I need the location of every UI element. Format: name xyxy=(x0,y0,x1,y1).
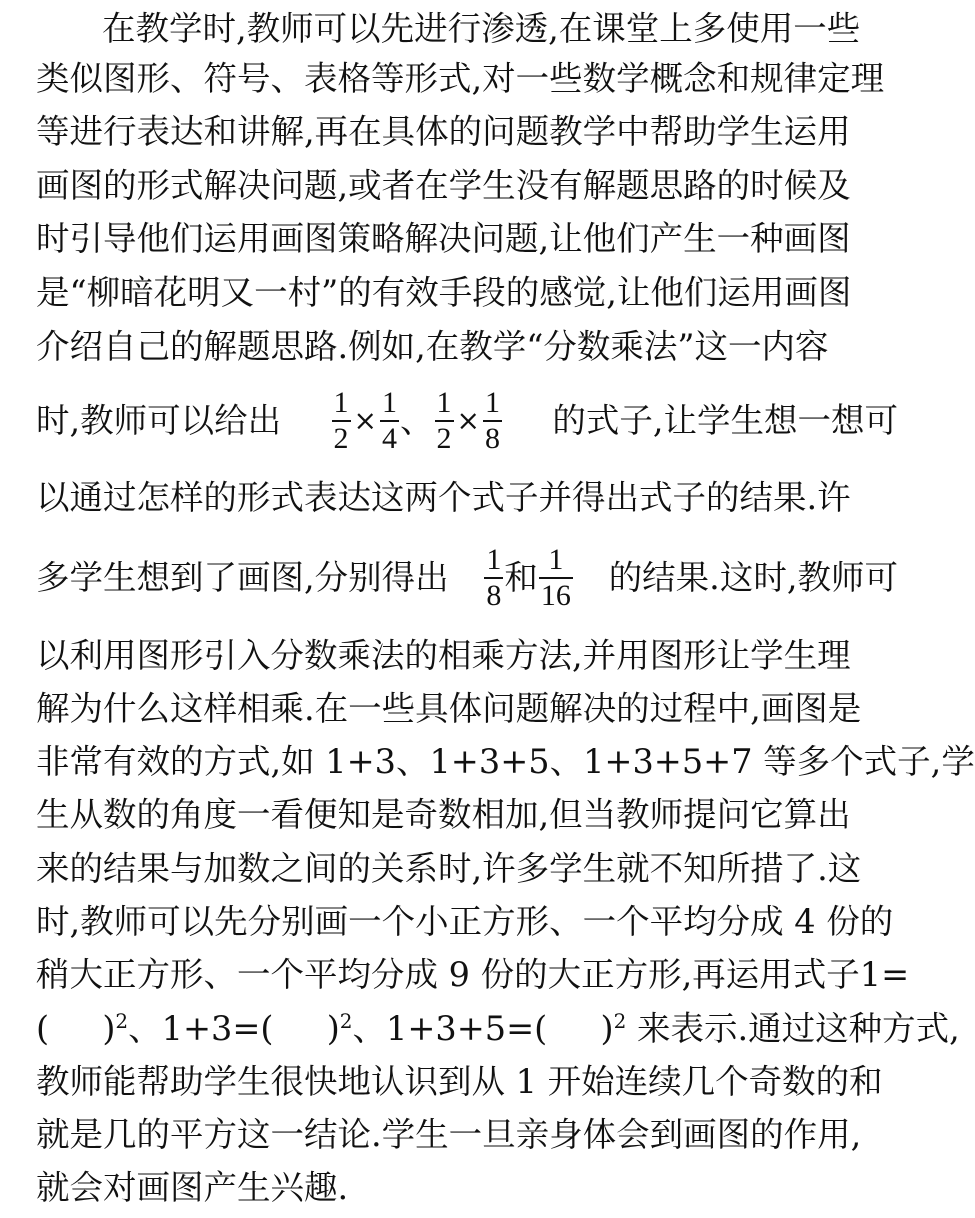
fraction-1-8: $\frac{1}{8}$ xyxy=(484,386,500,455)
text-line-18 xyxy=(36,1000,960,1058)
line-8-tail: 的式子,让学生想一想可 xyxy=(552,401,898,440)
line-18-part-c: 、1+3+5=( )$^2$ xyxy=(352,1008,627,1048)
text-line-6: 是“柳暗花明又一村”的有效手段的感觉,让他们运用画图 xyxy=(36,273,852,312)
fraction-result-1-16: $\frac{1}{16}$ xyxy=(540,543,571,612)
text-line-21: 就会对画图产生兴趣. xyxy=(36,1168,349,1207)
line-18-part-b: 、1+3=( )$^2$ xyxy=(128,1008,353,1048)
text-line-17: 稍大正方形、一个平均分成 9 份的大正方形,再运用式子1= xyxy=(36,955,910,994)
and-word: 和 xyxy=(504,558,538,597)
line-8-lead: 时,教师可以给出 xyxy=(36,401,282,440)
text-line-5: 时引导他们运用画图策略解决问题,让他们产生一种画图 xyxy=(36,219,851,258)
text-line-12: 解为什么这样相乘.在一些具体问题解决的过程中,画图是 xyxy=(36,689,862,728)
line-10-lead: 多学生想到了画图,分别得出 xyxy=(36,558,449,597)
text-line-13: 非常有效的方式,如 1+3、1+3+5、1+3+5+7 等多个式子,学 xyxy=(36,742,975,781)
line-18-part-a: ( )$^2$ xyxy=(36,1008,129,1048)
text-line-11: 以利用图形引入分数乘法的相乘方法,并用图形让学生理 xyxy=(36,636,851,675)
times-sign: × xyxy=(353,404,377,437)
text-line-15: 来的结果与加数之间的关系时,许多学生就不知所措了.这 xyxy=(36,849,862,888)
fraction-1-2: $\frac{1}{2}$ xyxy=(333,386,349,455)
text-line-7: 介绍自己的解题思路.例如,在教学“分数乘法”这一内容 xyxy=(36,327,829,366)
line-10-tail: 的结果.这时,教师可 xyxy=(608,558,898,597)
superscript-2: 2 xyxy=(339,1008,353,1033)
superscript-2: 2 xyxy=(613,1008,627,1033)
fraction-1-4: $\frac{1}{4}$ xyxy=(382,386,397,455)
text-line-2: 类似图形、符号、表格等形式,对一些数学概念和规律定理 xyxy=(36,59,885,98)
text-line-4: 画图的形式解决问题,或者在学生没有解题思路的时候及 xyxy=(36,166,851,205)
line-18-part-d: 来表示.通过这种方式, xyxy=(626,1009,960,1048)
text-line-20: 就是几的平方这一结论.学生一旦亲身体会到画图的作用, xyxy=(36,1115,862,1154)
text-line-10 xyxy=(36,530,898,626)
separator: 、 xyxy=(400,401,434,440)
fraction-1-2-b: $\frac{1}{2}$ xyxy=(436,386,452,455)
text-line-3: 等进行表达和讲解,再在具体的问题教学中帮助学生运用 xyxy=(36,112,851,151)
text-line-19: 教师能帮助学生很快地认识到从 1 开始连续几个奇数的和 xyxy=(36,1062,883,1101)
times-sign: × xyxy=(456,404,480,437)
fraction-result-1-8: $\frac{1}{8}$ xyxy=(486,543,502,612)
text-line-16: 时,教师可以先分别画一个小正方形、一个平均分成 4 份的 xyxy=(36,902,894,941)
fraction-expression xyxy=(331,386,503,456)
superscript-2: 2 xyxy=(115,1008,129,1033)
text-line-14: 生从数的角度一看便知是奇数相加,但当教师提问它算出 xyxy=(36,795,851,834)
text-line-1: 在教学时,教师可以先进行渗透,在课堂上多使用一些 xyxy=(102,9,861,48)
text-line-9: 以通过怎样的形式表达这两个式子并得出式子的结果.许 xyxy=(36,478,851,517)
result-fractions xyxy=(483,543,574,613)
text-line-8 xyxy=(36,373,898,469)
